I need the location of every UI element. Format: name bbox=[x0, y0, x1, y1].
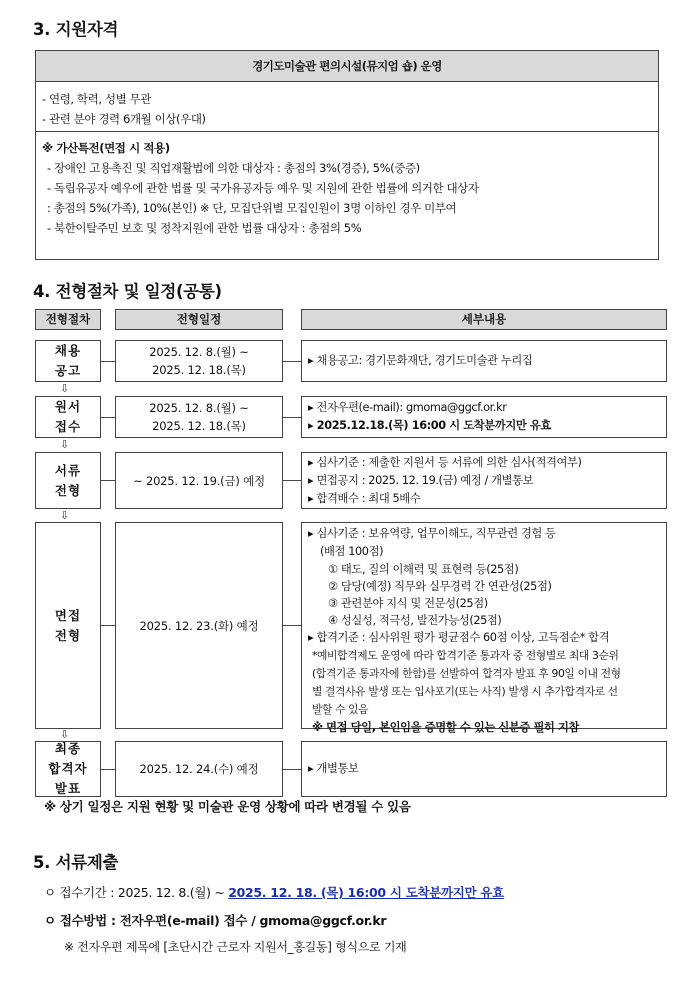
detail-line: ▸ 전자우편(e-mail): gmoma@ggcf.or.kr bbox=[308, 401, 507, 414]
detail-interview bbox=[301, 522, 667, 734]
schedule-line: 2025. 12. 24.(수) 예정 bbox=[139, 762, 259, 776]
connector bbox=[283, 361, 301, 362]
stage-label: 채용 공고 bbox=[54, 343, 82, 378]
detail-line: *예비합격제도 운영에 따라 합격기준 통과자 중 전형별로 최대 3순위 bbox=[312, 649, 619, 662]
detail-line: 별 결격사유 발생 또는 입사포기(또는 사직) 발생 시 추가합격자로 선 bbox=[312, 685, 618, 698]
period-deadline: 2025. 12. 18. (목) 16:00 시 도착분까지만 유효 bbox=[228, 885, 504, 900]
bonus-qualifications bbox=[36, 132, 658, 238]
schedule-line: ~ 2025. 12. 19.(금) 예정 bbox=[133, 473, 265, 488]
connector bbox=[101, 417, 115, 418]
schedule-line: 2025. 12. 18.(목) bbox=[152, 363, 246, 377]
detail-line: ▸ 채용공고: 경기문화재단, 경기도미술관 누리집 bbox=[308, 354, 533, 367]
submission-method: ㅇ 접수방법 : 전자우편(e-mail) 접수 / gmoma@ggcf.or.kr bbox=[44, 913, 387, 928]
schedule-line: 2025. 12. 18.(목) bbox=[152, 419, 246, 433]
section4-title: 4. 전형절차 및 일정(공통) bbox=[33, 282, 222, 301]
connector bbox=[101, 625, 115, 626]
bonus-item: - 북한이탈주민 보호 및 정착지원에 관한 법률 대상자 : 총점의 5% bbox=[47, 221, 362, 235]
stage-label: 원서 접수 bbox=[54, 399, 82, 434]
schedule-recruit-notice bbox=[115, 340, 283, 382]
connector bbox=[283, 625, 301, 626]
basic-item: - 연령, 학력, 성별 무관 bbox=[42, 92, 151, 106]
detail-line: (배점 100점) bbox=[320, 545, 384, 558]
basic-qualifications bbox=[36, 82, 658, 132]
stage-document-screening bbox=[35, 452, 101, 509]
stage-final-announcement bbox=[35, 741, 101, 797]
detail-line: ④ 성실성, 적극성, 발전가능성(25점) bbox=[328, 614, 502, 627]
connector bbox=[101, 361, 115, 362]
stage-application bbox=[35, 396, 101, 438]
detail-document-screening bbox=[301, 452, 667, 509]
connector bbox=[283, 769, 301, 770]
stage-label: 면접 전형 bbox=[54, 607, 82, 643]
detail-line: ▸ 2025.12.18.(목) 16:00 시 도착분까지만 유효 bbox=[308, 419, 551, 432]
detail-line: ▸ 심사기준 : 제출한 지원서 등 서류에 의한 심사(적격여부) bbox=[308, 455, 582, 469]
schedule-application bbox=[115, 396, 283, 438]
schedule-line: 2025. 12. 8.(월) ~ bbox=[149, 401, 249, 415]
schedule-note: ※ 상기 일정은 지원 현황 및 미술관 운영 상황에 따라 변경될 수 있음 bbox=[44, 799, 411, 814]
stage-recruit-notice bbox=[35, 340, 101, 382]
detail-line: ▸ 심사기준 : 보유역량, 업무이해도, 직무관련 경험 등 bbox=[308, 527, 556, 540]
detail-line: ▸ 합격기준 : 심사위원 평가 평균점수 60점 이상, 고득점순* 합격 bbox=[308, 631, 610, 644]
section5-title: 5. 서류제출 bbox=[33, 853, 119, 872]
stage-interview bbox=[35, 522, 101, 729]
down-arrow-icon: ⇩ bbox=[60, 382, 70, 395]
schedule-final-announcement bbox=[115, 741, 283, 797]
section3-title: 3. 지원자격 bbox=[33, 20, 119, 39]
basic-item: - 관련 분야 경력 6개월 이상(우대) bbox=[42, 112, 206, 126]
qualification-box-header: 경기도미술관 편의시설(뮤지엄 숍) 운영 bbox=[36, 51, 658, 82]
header-detail: 세부내용 bbox=[301, 309, 667, 330]
connector bbox=[283, 417, 301, 418]
email-subject-note: ※ 전자우편 제목에 [초단시간 근로자 지원서_홍길동] 형식으로 기재 bbox=[64, 940, 407, 954]
stage-label: 최종 합격자 발표 bbox=[48, 741, 88, 796]
detail-recruit-notice bbox=[301, 340, 667, 382]
bonus-title: ※ 가산특전(면접 시 적용) bbox=[42, 141, 170, 155]
detail-line: (합격기준 통과자에 한함)를 선발하여 합격자 발표 후 90일 이내 전형 bbox=[312, 667, 621, 680]
schedule-document-screening bbox=[115, 452, 283, 509]
detail-line: 발할 수 있음 bbox=[312, 703, 369, 716]
bonus-item: : 총점의 5%(가족), 10%(본인) ※ 단, 모집단위별 모집인원이 3명 이하인 경우 미부여 bbox=[47, 201, 457, 215]
schedule-line: 2025. 12. 8.(월) ~ bbox=[149, 345, 249, 359]
bonus-item: - 독립유공자 예우에 관한 법률 및 국가유공자등 예우 및 지원에 관한 법률에 의거한 대상자 bbox=[47, 181, 479, 195]
detail-application bbox=[301, 396, 667, 438]
stage-label: 서류 전형 bbox=[54, 462, 82, 498]
detail-line: ※ 면접 당일, 본인임을 증명할 수 있는 신분증 필히 지참 bbox=[312, 721, 580, 734]
detail-line: ③ 관련분야 지식 및 전문성(25점) bbox=[328, 597, 488, 610]
detail-final-announcement bbox=[301, 741, 667, 797]
detail-line: ▸ 합격배수 : 최대 5배수 bbox=[308, 491, 421, 505]
connector bbox=[101, 769, 115, 770]
header-stage: 전형절차 bbox=[35, 309, 101, 330]
schedule-line: 2025. 12. 23.(화) 예정 bbox=[139, 618, 259, 633]
connector bbox=[283, 480, 301, 481]
down-arrow-icon: ⇩ bbox=[60, 728, 70, 741]
down-arrow-icon: ⇩ bbox=[60, 509, 70, 522]
submission-period bbox=[44, 883, 504, 901]
detail-line: ① 태도, 질의 이해력 및 표현력 등(25점) bbox=[328, 563, 519, 576]
detail-line: ② 담당(예정) 직무와 실무경력 간 연관성(25점) bbox=[328, 580, 552, 593]
detail-line: ▸ 개별통보 bbox=[308, 762, 359, 775]
header-schedule: 전형일정 bbox=[115, 309, 283, 330]
bonus-item: - 장애인 고용촉진 및 직업재활법에 의한 대상자 : 총점의 3%(경증), 5%(중증) bbox=[47, 161, 420, 175]
schedule-interview bbox=[115, 522, 283, 729]
period-label: ㅇ 접수기간 : 2025. 12. 8.(월) ~ bbox=[44, 885, 229, 900]
detail-line: ▸ 면접공지 : 2025. 12. 19.(금) 예정 / 개별통보 bbox=[308, 473, 534, 487]
qualification-box bbox=[35, 50, 659, 260]
down-arrow-icon: ⇩ bbox=[60, 438, 70, 451]
connector bbox=[101, 480, 115, 481]
